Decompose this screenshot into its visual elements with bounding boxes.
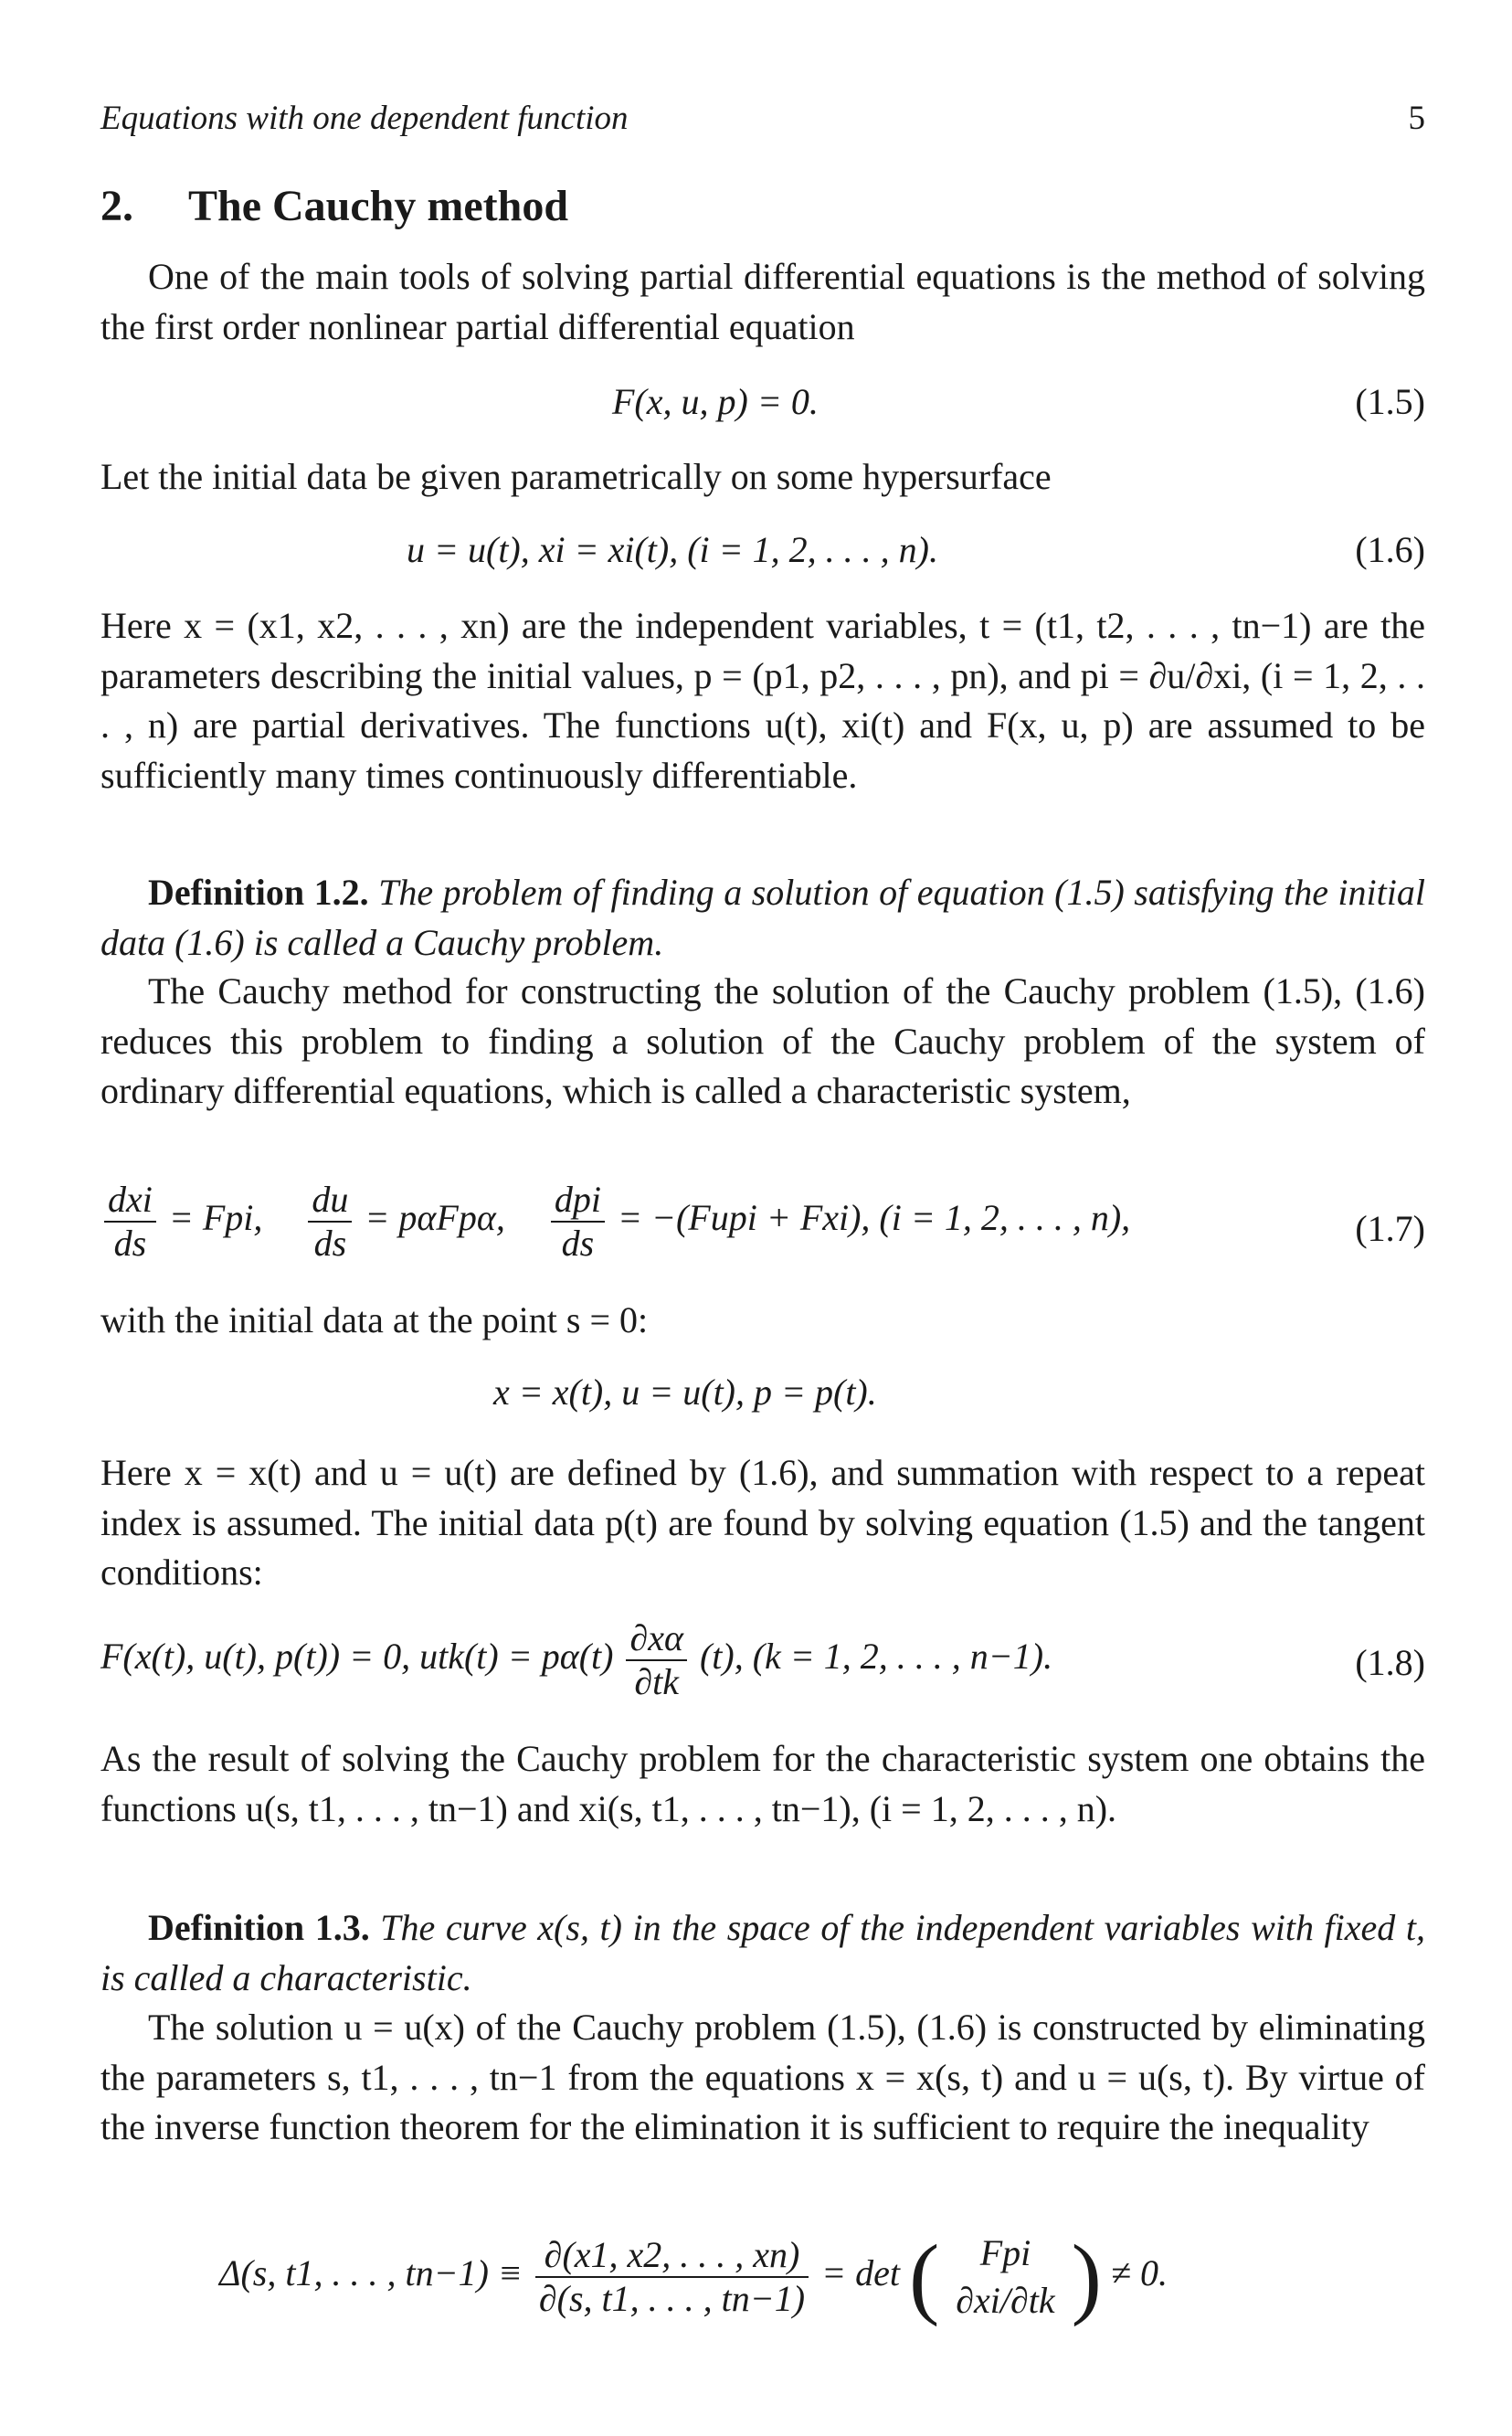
frac-dxi-den: ds: [113, 1223, 147, 1264]
eq17-rhs3: = −(Fupi + Fxi), (i = 1, 2, . . . , n),: [617, 1197, 1131, 1239]
jacobian-rhs: ≠ 0.: [1110, 2252, 1168, 2294]
jacobian-frac-num: ∂(x1, x2, . . . , xn): [535, 2234, 809, 2278]
equation-1-8: [100, 1617, 1425, 1709]
eq18-frac-num: ∂xα: [626, 1617, 687, 1661]
definition-1-2: [100, 868, 1425, 968]
matrix-entry-bottom: ∂xi/∂tk: [956, 2280, 1055, 2321]
eq17-rhs1: = Fpi,: [168, 1197, 263, 1239]
frac-du-den: ds: [313, 1223, 347, 1264]
paragraph-intro: One of the main tools of solving partial differential equations is the method of solving the first order nonlinear partial differential equation: [100, 256, 1425, 347]
eq17-rhs2: = pαFpα,: [365, 1197, 505, 1239]
equation-1-6-number: (1.6): [1355, 529, 1425, 570]
definition-1-2-label: Definition 1.2.: [148, 872, 369, 913]
frac-dpi-ds: [551, 1179, 605, 1265]
paragraph-summation: Here x = x(t) and u = u(t) are defined by (1.6), and summation with respect to a repeat index is assumed. The initial data p(t) are found by solving equation (1.5) and the tangent conditions:: [100, 1452, 1425, 1593]
equation-1-6: [100, 523, 1425, 577]
matrix-entry: [952, 2229, 1058, 2325]
equation-1-7: [100, 1179, 1425, 1279]
matrix-entry-top: Fpi: [979, 2232, 1031, 2273]
frac-dxi-num: dxi: [104, 1179, 156, 1223]
paragraph-solution: The solution u = u(x) of the Cauchy problem (1.5), (1.6) is constructed by eliminating the parameters s, t1, . . . , tn−1 from the equations x = x(s, t) and u = u(s, t). By virtue of the inverse function theorem for the elimination it is sufficient to require the inequality: [100, 2007, 1425, 2147]
equation-initial-values-body: x = x(t), u = u(t), p = p(t).: [493, 1372, 877, 1413]
equation-1-8-number: (1.8): [1355, 1642, 1425, 1683]
paragraph-initial-point: with the initial data at the point s = 0:: [100, 1299, 649, 1340]
eq18-rhs: (t), (k = 1, 2, . . . , n−1).: [699, 1636, 1053, 1678]
frac-du-ds: [308, 1179, 352, 1265]
left-paren: (: [908, 2226, 940, 2327]
equation-initial-values: [100, 1365, 1425, 1420]
jacobian-frac-den: ∂(s, t1, . . . , tn−1): [538, 2278, 806, 2319]
paragraph-initial-data: Let the initial data be given parametrically on some hypersurface: [100, 456, 1052, 497]
right-paren: ): [1071, 2226, 1102, 2327]
page-number: 5: [1408, 100, 1425, 137]
equation-1-5-number: (1.5): [1355, 381, 1425, 422]
frac-dpi-num: dpi: [551, 1179, 605, 1223]
eq18-frac-den: ∂tk: [634, 1661, 680, 1702]
section-title: 2. The Cauchy method: [100, 182, 569, 230]
paragraph-cauchy-method: The Cauchy method for constructing the solution of the Cauchy problem (1.5), (1.6) reduces this problem to finding a solution of the Cauchy problem of the system of ordinary differential equations, which is called a characteristic system,: [100, 970, 1425, 1111]
jacobian-frac: [535, 2234, 809, 2320]
frac-du-num: du: [308, 1179, 352, 1223]
frac-dpi-den: ds: [561, 1223, 595, 1264]
frac-dxi-ds: [104, 1179, 156, 1265]
jacobian-lhs: Δ(s, t1, . . . , tn−1) ≡: [219, 2252, 523, 2294]
eq18-lhs: F(x(t), u(t), p(t)) = 0, utk(t) = pα(t): [100, 1636, 614, 1678]
equation-1-5: [100, 375, 1425, 429]
definition-1-3-text: The curve x(s, t) in the space of the independent variables with fixed t, is called a characteristic.: [100, 1907, 1425, 1998]
equation-1-5-body: F(x, u, p) = 0.: [612, 381, 819, 422]
equation-jacobian: [100, 2226, 1425, 2339]
definition-1-3-label: Definition 1.3.: [148, 1907, 370, 1948]
definition-1-3: [100, 1903, 1425, 2003]
equation-1-7-number: (1.7): [1355, 1208, 1425, 1249]
paragraph-result: As the result of solving the Cauchy problem for the characteristic system one obtains the functions u(s, t1, . . . , tn−1) and xi(s, t1, . . . , tn−1), (i = 1, 2, . . . , n).: [100, 1738, 1425, 1829]
running-head: [100, 99, 1425, 138]
frac-dx-dt: [626, 1617, 687, 1703]
running-title: Equations with one dependent function: [100, 100, 629, 137]
equation-1-6-body: u = u(t), xi = xi(t), (i = 1, 2, . . . , n).: [407, 529, 938, 570]
paragraph-variables: Here x = (x1, x2, . . . , xn) are the independent variables, t = (t1, t2, . . . , tn−1) are the parameters describing the initial values, p = (p1, p2, . . . , pn), and pi = ∂u/∂xi, (i = 1, 2, . . . , n) are partial derivatives. The functions u(t), xi(t) and F(x, u, p) are assumed to be sufficiently many times continuously differentiable.: [100, 605, 1425, 796]
definition-1-2-text: The problem of finding a solution of equation (1.5) satisfying the initial data (1.6) is called a Cauchy problem.: [100, 872, 1426, 963]
jacobian-det: = det: [821, 2252, 900, 2294]
